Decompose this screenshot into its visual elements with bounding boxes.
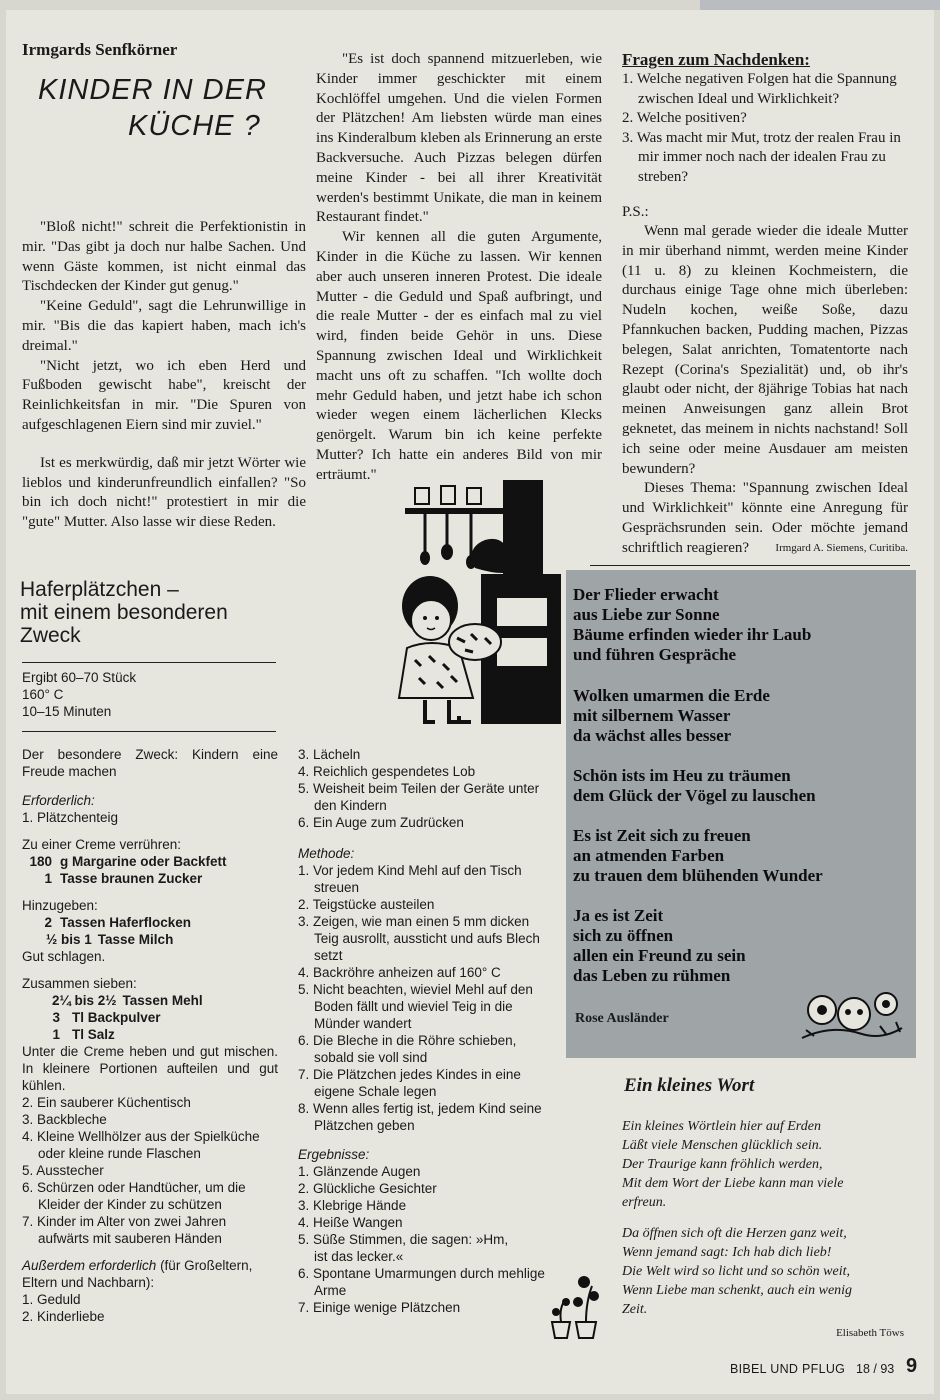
- poem-line: Wolken umarmen die Erde: [573, 686, 770, 705]
- section-label: Zusammen sieben:: [22, 976, 137, 991]
- list-item: 4. Kleine Wellhölzer aus der Spielküche oder kleine runde Flaschen: [22, 1129, 260, 1161]
- ingredient: Tassen Haferflocken: [60, 915, 192, 930]
- poem-stanza: [573, 826, 913, 886]
- list-item: 5. Nicht beachten, wieviel Mehl auf den Boden fällt und wieviel Teig in die Münder wandert: [298, 982, 533, 1031]
- list-item: 3. Backbleche: [22, 1112, 107, 1127]
- paragraph: Wenn mal gerade wieder die ideale Mutter in mir überhand nimmt, werden meine Kinder (11 u. 8) zu kleinen Kochmeistern, die durchaus einige Tage ohne mich überleben: Nudeln kochen, weiße Soße, dazu Pfannkuchen backen, Pudding machen, Pizzas belegen, Salat anrichten, Tomatentorte nach Rezept (Corina's Spezialität) und, ob ihr's glaubt oder nicht, der 8jährige Tobias hat nach meinen Anweisungen ganz allein Brot geknetet, das meinem in nichts nachstand! Soll ich seine oder meine Ausdauer am meisten bewundern?: [622, 223, 908, 477]
- poem-line: erfreun.: [622, 1195, 667, 1210]
- list-item: 8. Wenn alles fertig ist, jedem Kind seine Plätzchen geben: [298, 1101, 542, 1133]
- list-item: 2. Ein sauberer Küchentisch: [22, 1095, 191, 1110]
- ingredient-row: [22, 931, 278, 948]
- question-item: 1. Welche negativen Folgen hat die Spannung zwischen Ideal und Wirklichkeit?: [622, 71, 897, 107]
- quantity: 2¼ bis 2½: [52, 993, 117, 1008]
- recipe-title-line: mit einem besonderen: [20, 601, 228, 624]
- list-item: 1. Plätzchenteig: [22, 810, 119, 825]
- quantity: 1: [44, 871, 52, 886]
- list-item: 6. Die Bleche in die Röhre schieben, sobald sie voll sind: [298, 1033, 517, 1065]
- list-item: 2. Kinderliebe: [22, 1309, 105, 1324]
- ps-label: P.S.:: [622, 204, 649, 220]
- poem-line: dem Glück der Vögel zu lauschen: [573, 786, 816, 805]
- recipe-column-2: [298, 746, 556, 1316]
- divider: [590, 565, 910, 566]
- poem: [573, 585, 913, 986]
- ingredient-row: [22, 853, 278, 870]
- poem-author: Rose Ausländer: [575, 1011, 669, 1026]
- poem-line: zu trauen dem blühenden Wunder: [573, 866, 823, 885]
- list-item: 4. Backröhre anheizen auf 160° C: [298, 965, 501, 980]
- paragraph: Ist es merkwürdig, daß mir jetzt Wörter wie lieblos und kinderunfreundlich einfallen? "So bin ich doch nicht!" protestiert in mir die "gute" Mutter. Also lasse wir diese Reden.: [22, 454, 306, 531]
- instruction: Unter die Creme heben und gut mischen. In kleinere Portionen aufteilen und gut kühlen.: [22, 1044, 278, 1093]
- section-label: Erforderlich:: [22, 793, 95, 808]
- page-title-line2: KÜCHE ?: [128, 110, 261, 142]
- poem-line: Mit dem Wort der Liebe kann man viele: [622, 1176, 844, 1191]
- paragraph: "Nicht jetzt, wo ich eben Herd und Fußboden gewischt habe", kreischt der Reinlichkeitsfan in mir. "Die Spuren von aufgeschlagenen Eiern sind mir zuviel.": [22, 357, 306, 433]
- divider: [22, 731, 276, 732]
- top-edge-band: [700, 0, 940, 10]
- footer-issue: 18 / 93: [856, 1362, 895, 1376]
- ingredient-row: [22, 914, 278, 931]
- poem-line: Der Traurige kann fröhlich werden,: [622, 1157, 823, 1172]
- kicker: Irmgards Senfkörner: [22, 40, 178, 59]
- poem-line: Da öffnen sich oft die Herzen ganz weit,: [622, 1226, 847, 1241]
- recipe-title-line: Zweck: [20, 624, 81, 647]
- paragraph: Dieses Thema: "Spannung zwischen Ideal und Wirklichkeit" könnte eine Anregung für Gesprächsrunden sein. Oder möchte jemand schriftlich reagieren?: [622, 480, 908, 556]
- paragraph: "Keine Geduld", sagt die Lehrunwillige in mir. "Bis die das kapiert haben, mach ich's dreimal.": [22, 298, 306, 354]
- poem-stanza: [573, 585, 913, 665]
- ingredient: g Margarine oder Backfett: [60, 854, 227, 869]
- ingredient: Tasse Milch: [97, 932, 174, 947]
- poem-line: aus Liebe zur Sonne: [573, 605, 720, 624]
- poem-stanza: [573, 766, 913, 806]
- quantity: ½ bis 1: [46, 932, 92, 947]
- poem-line: Es ist Zeit sich zu freuen: [573, 826, 751, 845]
- poem-line: da wächst alles besser: [573, 726, 732, 745]
- list-item: 4. Heiße Wangen: [298, 1215, 403, 1230]
- list-item: 6. Spontane Umarmungen durch mehlige Arme: [298, 1266, 545, 1298]
- poem-stanza: [573, 906, 913, 986]
- page-title-line1: KINDER IN DER: [38, 74, 267, 106]
- quantity: 1: [52, 1027, 60, 1042]
- ps-text: [622, 222, 908, 559]
- list-item: 2. Teigstücke austeilen: [298, 897, 435, 912]
- quantity: 3: [52, 1010, 60, 1025]
- poem-line: Zeit.: [622, 1302, 648, 1317]
- flowers-illustration: [796, 986, 906, 1046]
- poem-line: an atmenden Farben: [573, 846, 725, 865]
- recipe-title-line: Haferplätzchen –: [20, 578, 179, 601]
- recipe-column-1: [22, 746, 278, 1325]
- poem-line: mit silbernem Wasser: [573, 706, 731, 725]
- list-item: 3. Lächeln: [298, 747, 361, 762]
- section-label: Methode:: [298, 846, 355, 861]
- recipe-temp: 160° C: [22, 687, 64, 702]
- list-item: 3. Klebrige Hände: [298, 1198, 407, 1213]
- list-item: 6. Schürzen oder Handtücher, um die Kleider der Kinder zu schützen: [22, 1180, 246, 1212]
- ingredient: Tl Salz: [72, 1027, 115, 1042]
- small-poem-author: Elisabeth Töws: [836, 1327, 904, 1339]
- poem-line: Wenn Liebe man schenkt, auch ein wenig: [622, 1283, 853, 1298]
- article-column-2: [316, 50, 602, 486]
- poem-stanza: [573, 686, 913, 746]
- ingredient-row: [22, 992, 278, 1009]
- poem-line: Ein kleines Wörtlein hier auf Erden: [622, 1119, 821, 1134]
- list-item: 4. Reichlich gespendetes Lob: [298, 764, 476, 779]
- quantity: 180: [29, 854, 52, 869]
- signature-siemens: Irmgard A. Siemens, Curitiba.: [775, 542, 908, 554]
- list-item: 5. Süße Stimmen, die sagen: »Hm, ist das lecker.«: [298, 1232, 509, 1264]
- recipe-time: 10–15 Minuten: [22, 704, 112, 719]
- poem-line: Schön ists im Heu zu träumen: [573, 766, 791, 785]
- list-item: 3. Zeigen, wie man einen 5 mm dicken Teig ausrollt, aussticht und aufs Blech setzt: [298, 914, 540, 963]
- poem-line: Bäume erfinden wieder ihr Laub: [573, 625, 812, 644]
- list-item: 7. Kinder im Alter von zwei Jahren aufwärts mit sauberen Händen: [22, 1214, 227, 1246]
- paragraph: "Es ist doch spannend mitzuerleben, wie Kinder immer geschickter mit einem Kochlöffel umgehen. Und die vielen Formen der Plätzchen! Am liebsten würde man eines ins Kinderalbum kleben als Erinnerung an erste Backversuche. Auch Pizzas belegen dürfen meine Kinder - bei all ihrer Kreativität werden's bestimmt Unikate, die man in keinem Restaurant findet.": [316, 51, 602, 226]
- list-item: 1. Vor jedem Kind Mehl auf den Tisch streuen: [298, 863, 522, 895]
- questions-heading: Fragen zum Nachdenken:: [622, 50, 810, 69]
- divider: [22, 662, 276, 663]
- ausserdem-rest: (für Großeltern, Eltern und Nachbarn):: [22, 1258, 253, 1290]
- poem-line: und führen Gespräche: [573, 645, 737, 664]
- list-item: 1. Geduld: [22, 1292, 81, 1307]
- recipe-meta: [22, 669, 136, 720]
- ingredient: Tasse braunen Zucker: [60, 871, 203, 886]
- paragraph: "Bloß nicht!" schreit die Perfektionistin in mir. "Das gibt ja doch nur halbe Sachen. Und wenn Gäste kommen, ist nicht einmal das Tischdecken der Kinder gut genug.": [22, 219, 306, 295]
- ingredient-row: [22, 870, 278, 887]
- poem-line: Wenn jemand sagt: Ich hab dich lieb!: [622, 1245, 832, 1260]
- flowerpot-illustration: [544, 1272, 604, 1342]
- ingredient-row: [22, 1009, 278, 1026]
- section-label: Hinzugeben:: [22, 898, 98, 913]
- page-number: 9: [906, 1355, 918, 1377]
- list-item: 2. Glückliche Gesichter: [298, 1181, 437, 1196]
- recipe-purpose: Der besondere Zweck: Kindern eine Freude machen: [22, 747, 278, 779]
- paragraph: Wir kennen all die guten Argumente, Kinder in die Küche zu lassen. Wir kennen aber auch unseren inneren Protest. Die ideale Mutter - die Geduld und Spaß aufbringt, und die reale Mutter - der es einfach mal zu viel wird, finden beide Gehör in uns. Diese Spannung zwischen Ideal und Wirklichkeit macht uns oft zu schaffen. "Ich wollte doch mehr Geduld haben, und jetzt habe ich schon wieder wegen einem lächerlichen Klecks genörgelt. Warum bin ich keine perfekte Mutter? Ich hatte ein anderes Bild von mir erträumt.": [316, 229, 602, 483]
- list-item: 6. Ein Auge zum Zudrücken: [298, 815, 464, 830]
- intro-text: [22, 218, 306, 533]
- questions-list: [622, 70, 908, 187]
- poem-line: sich zu öffnen: [573, 926, 674, 945]
- kitchen-illustration: [385, 478, 565, 748]
- list-item: 1. Glänzende Augen: [298, 1164, 421, 1179]
- question-item: 3. Was macht mir Mut, trotz der realen Frau in mir immer noch nach der idealen Frau zu streben?: [622, 129, 901, 185]
- recipe-yield: Ergibt 60–70 Stück: [22, 670, 137, 685]
- quantity: 2: [44, 915, 52, 930]
- poem-line: allen ein Freund zu sein: [573, 946, 746, 965]
- section-label: Ergebnisse:: [298, 1147, 370, 1162]
- instruction: Gut schlagen.: [22, 949, 106, 964]
- poem-line: Die Welt wird so licht und so schön weit,: [622, 1264, 851, 1279]
- small-poem-title: Ein kleines Wort: [624, 1075, 755, 1096]
- recipe-title: [20, 578, 228, 647]
- section-label: Zu einer Creme verrühren:: [22, 837, 182, 852]
- question-item: 2. Welche positiven?: [622, 110, 747, 126]
- section-label: [22, 1257, 278, 1291]
- ingredient: Tassen Mehl: [122, 993, 203, 1008]
- ingredient-row: [22, 1026, 278, 1043]
- ausserdem-label: Außerdem erforderlich: [22, 1258, 157, 1273]
- poem-line: das Leben zu rühmen: [573, 966, 731, 985]
- ingredient: Tl Backpulver: [72, 1010, 161, 1025]
- list-item: 7. Die Plätzchen jedes Kindes in eine eigene Schale legen: [298, 1067, 521, 1099]
- poem-line: Läßt viele Menschen glücklich sein.: [622, 1138, 823, 1153]
- poem-line: Ja es ist Zeit: [573, 906, 664, 925]
- list-item: 5. Weisheit beim Teilen der Geräte unter den Kindern: [298, 781, 540, 813]
- list-item: 7. Einige wenige Plätzchen: [298, 1300, 461, 1315]
- footer-magazine: BIBEL UND PFLUG: [730, 1362, 846, 1376]
- poem-line: Der Flieder erwacht: [573, 585, 719, 604]
- list-item: 5. Ausstecher: [22, 1163, 104, 1178]
- small-poem: [622, 1117, 922, 1319]
